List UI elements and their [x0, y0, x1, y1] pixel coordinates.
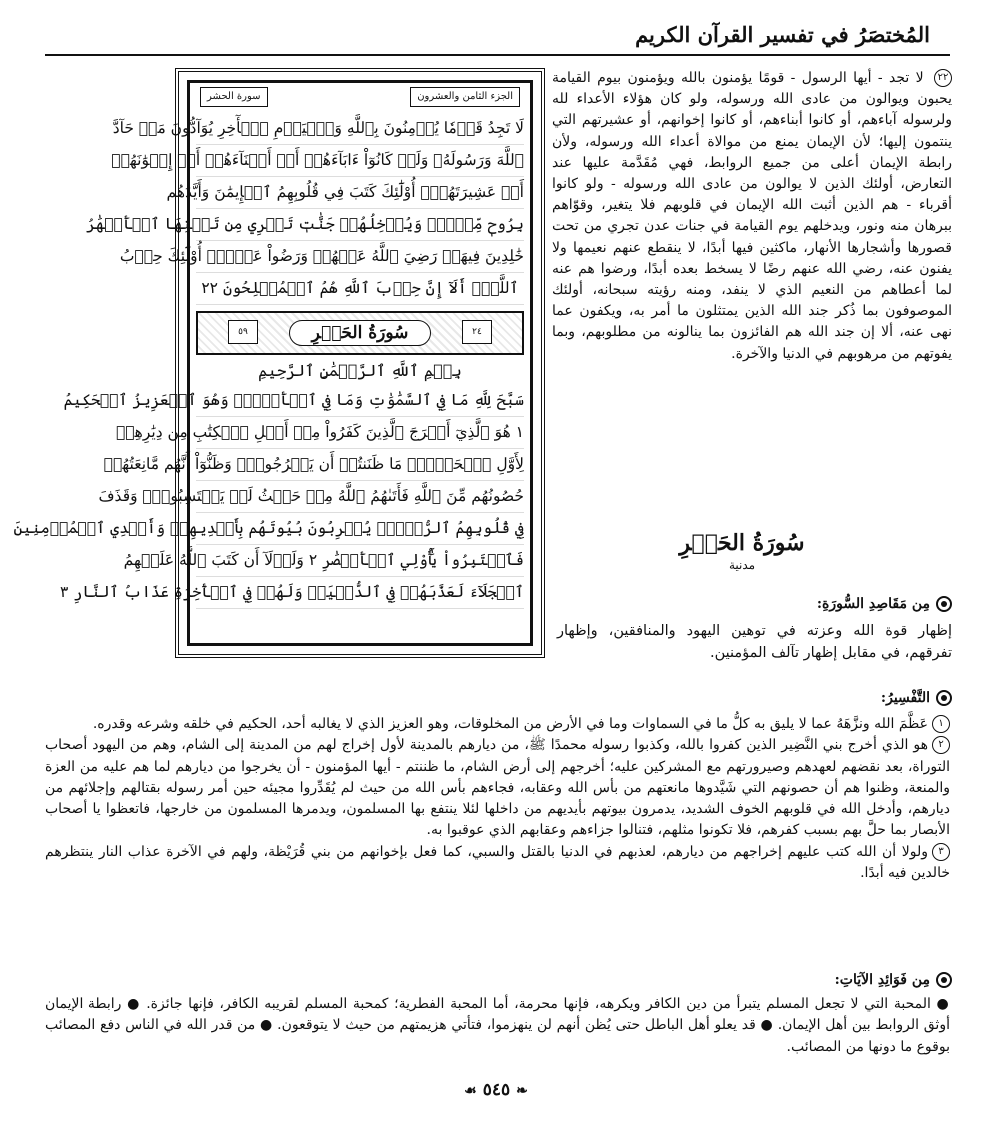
- ornament-icon: ☙: [464, 1083, 477, 1099]
- tafsir-item: [45, 714, 950, 735]
- fawaid-item: قد يعلو أهل الباطل حتى يُظن أنهم لن ينهزموا، فتأتي هزيمتهم من حيث لا يتوقعون.: [277, 1017, 756, 1034]
- quran-line: سَبَّحَ لِلَّهِ مَا فِي ٱلسَّمَٰوَٰتِ وَمَا فِي ٱلۡأَرۡضِۖ وَهُوَ ٱلۡعَزِيزُ ٱلۡحَكِيمُ: [196, 385, 524, 417]
- flower-bullet-icon: [936, 596, 952, 612]
- tafsir-label: التَّفْسِيرُ:: [880, 690, 930, 706]
- side-tafsir-paragraph: [552, 68, 952, 365]
- flower-bullet-icon: [936, 972, 952, 988]
- flower-bullet-icon: [936, 690, 952, 706]
- fawaid-block: [45, 994, 950, 1058]
- ayah-number-badge: ٢٢: [934, 69, 952, 87]
- tafsir-text: عَظَّمَ الله ونزَّهَهُ عما لا يليق به كلُّ ما في السماوات وما في الأرض من المخلوقات، وهو العزيز الذي لا يغالبه أحد، الحكيم في خلقه وشرعه وقدره.: [92, 716, 928, 732]
- banner-ayah-count: ٢٤: [462, 320, 492, 344]
- surah-intro-type: مدنية: [728, 558, 756, 572]
- tafsir-item: [45, 735, 950, 841]
- quran-line: خَٰلِدِينَ فِيهَاۚ رَضِيَ ٱللَّهُ عَنۡهُمۡ وَرَضُواْ عَنۡهُۚ أُوْلَٰٓئِكَ حِزۡبُ: [196, 241, 524, 273]
- quran-top-bar: [200, 87, 520, 109]
- banner-surah-number: ٥٩: [228, 320, 258, 344]
- page-number-text: ٥٤٥: [482, 1080, 511, 1100]
- ornament-icon: ❧: [516, 1083, 528, 1099]
- quran-frame: [13, 68, 545, 658]
- tafsir-item: [45, 842, 950, 885]
- quran-line: لِأَوَّلِ ٱلۡحَشۡرِۚ مَا ظَنَنتُمۡ أَن يَخۡرُجُواْۖ وَظَنُّوٓاْ أَنَّهُم مَّانِعَتُهُمۡ: [196, 449, 524, 481]
- maqasid-heading: [817, 596, 952, 612]
- ayah-number-badge: ٣: [932, 843, 950, 861]
- surah-intro-name: سُورَةُ الحَشۡرِ: [679, 530, 805, 556]
- ayah-number-badge: ٢: [932, 736, 950, 754]
- maqasid-text: إظهار قوة الله وعزته في توهين اليهود والمنافقين، وإظهار تفرقهم، في مقابل إظهار تآلف المؤمنين.: [557, 623, 952, 661]
- quran-line: ٱللَّهَ وَرَسُولَهُۥ وَلَوۡ كَانُوٓاْ ءَابَآءَهُمۡ أَوۡ أَبۡنَآءَهُمۡ أَوۡ إِخۡوَٰنَهُمۡ: [196, 145, 524, 177]
- fawaid-heading: [835, 972, 952, 988]
- page-number: [0, 1080, 992, 1100]
- maqasid-label: مِن مَقَاصِدِ السُّورَةِ:: [816, 596, 930, 612]
- fawaid-item: المحبة التي لا تجعل المسلم يتبرأ من دين الكافر ويكرهه، فإنها محرمة، أما المحبة الفطرية؛ كمحبة المسلم لقريبه الكافر، فإنها جائزة.: [146, 996, 931, 1012]
- side-tafsir-text: لا تجد - أيها الرسول - قومًا يؤمنون بالله ويؤمنون بيوم القيامة يحبون ويوالون من عادى الله ورسوله، ولو كان هؤلاء الأعداء لله ولرسوله آباءهم، أو كانوا أبناءهم، أو كانوا إخوانهم، أو عشيرتهم التي ينتمون إليها؛ لأن الإيمان يمنع من موالاة أعداء الله ورسوله، ولأن رابطة الإيمان أعلى من جميع الروابط، فهي مُقَدَّمة عليها عند التعارض، أولئك الذين لا يوالون من عادى الله ورسوله - ولو كانوا أقرباء - هم الذين أثبت الله الإيمان في قلوبهم فلا يتغير، وقوّاهم ببرهان منه ونور، ويدخلهم يوم القيامة في جنات عدن تجري من تحت قصورها وأشجارها الأنهار، ماكثين فيها أبدًا، لا ينقطع عنهم نعيمها ولا يفنون عنه، رضي الله عنهم رضًا لا يسخط بعده أبدًا، ورضوا هم عنه لما أعطاهم من النعيم الذي لا ينفد، ومنه رؤيته سبحانه، أولئك الموصوفون بما ذُكر جند الله الذين يمتثلون ما أمر به، ويكفون عما نهى عنه، ألا إن جند الله هم الفائزون بما ينالونه من مطلوبهم، وبما يفوتهم من مرهوبهم في الدنيا والآخرة.: [552, 70, 952, 362]
- quran-line: ٱلۡجَلَآءَ لَعَذَّبَهُمۡ فِي ٱلدُّنۡيَاۖ وَلَهُمۡ فِي ٱلۡأٓخِرَةِ عَذَابُ ٱلنَّارِ ٣: [196, 577, 524, 609]
- ayah-number-badge: ١: [932, 715, 950, 733]
- fawaid-item: من قدر الله في الناس دفع المصائب بوقوع ما دونها من المصائب.: [45, 1017, 950, 1055]
- quran-line: أَوۡ عَشِيرَتَهُمۡۚ أُوْلَٰٓئِكَ كَتَبَ فِي قُلُوبِهِمُ ٱلۡإِيمَٰنَ وَأَيَّدَهُم: [196, 177, 524, 209]
- surah-tag: سورة الحشر: [200, 87, 268, 107]
- basmala: بِسۡمِ ٱللَّهِ ٱلرَّحۡمَٰنِ ٱلرَّحِيمِ: [258, 361, 462, 380]
- page-header: [45, 22, 950, 56]
- quran-line: فِي قُلُوبِهِمُ ٱلرُّعۡبَۚ يُخۡرِبُونَ بُيُوتَهُم بِأَيۡدِيهِمۡ وَأَيۡدِي ٱلۡمُؤۡمِنِينَ: [196, 513, 524, 545]
- quran-inner-border: [13, 80, 533, 646]
- tafsir-text: هو الذي أخرج بني النَّضِير الذين كفروا بالله، وكذبوا رسوله محمدًا ﷺ، من ديارهم بالمدينة لأول إخراج لهم من المدينة إلى الشام، وهم من اليهود أصحاب التوراة، بعد نقضهم لعهدهم وصيرورتهم مع المشركين عليه؛ أخرجهم إلى أرض الشام، ما ظننتم - أيها المؤمنون - أن يخرجوا من ديارهم لما هم عليه من العزة والمنعة، وظنوا هم أن حصونهم التي شَيَّدوها مانعتهم من بأس الله وعقابه، فجاءهم بأس الله من حيث لم يُقَدِّروا مجيئه حين أمر رسوله بقتالهم وإجلائهم من ديارهم، وأدخل الله في قلوبهم الخوف الشديد، يدمرون بيوتهم بأيديهم من داخلها لئلا ينتفع بها المسلمون، ويدمرها المسلمون من خارجها، فاتعظوا يا أصحاب الأبصار بما حلَّ بهم بسبب كفرهم، فلا تكونوا مثلهم، فتنالوا جزاءهم وعقابهم الذي عوقبوا به.: [45, 737, 950, 839]
- quran-line: حُصُونُهُم مِّنَ ٱللَّهِ فَأَتَىٰهُمُ ٱللَّهُ مِنۡ حَيۡثُ لَمۡ يَحۡتَسِبُواْۖ وَقَذَفَ: [196, 481, 524, 513]
- quran-line: لَا تَجِدُ قَوۡمٗا يُؤۡمِنُونَ بِٱللَّهِ وَٱلۡيَوۡمِ ٱلۡأٓخِرِ يُوَآدُّونَ مَنۡ حَآدَّ: [196, 113, 524, 145]
- fawaid-label: مِن فَوَائِدِ الآيَاتِ:: [834, 972, 930, 988]
- fawaid-paragraph: ● المحبة التي لا تجعل المسلم يتبرأ من دين الكافر ويكرهه، فإنها محرمة، أما المحبة الفطرية؛ كمحبة المسلم لقريبه الكافر، فإنها جائزة. ● رابطة الإيمان أوثق الروابط بين أهل الإيمان. ● قد يعلو أهل الباطل حتى يُظن أنهم لن ينهزموا، فتأتي هزيمتهم من حيث لا يتوقعون. ● من قدر الله في الناس دفع المصائب بوقوع ما دونها من المصائب.: [45, 996, 950, 1055]
- quran-line: فَٱعۡتَبِرُواْ يَٰٓأُوْلِي ٱلۡأَبۡصَٰرِ ٢ وَلَوۡلَآ أَن كَتَبَ ٱللَّهُ عَلَيۡهِمُ: [196, 545, 524, 577]
- quran-line: ١ هُوَ ٱلَّذِيٓ أَخۡرَجَ ٱلَّذِينَ كَفَرُواْ مِنۡ أَهۡلِ ٱلۡكِتَٰبِ مِن دِيَٰرِهِمۡ: [196, 417, 524, 449]
- tafsir-block: [45, 714, 950, 884]
- surah-banner: [196, 311, 524, 355]
- side-tafsir: [552, 68, 952, 365]
- surah-intro: [642, 530, 842, 572]
- tafsir-text: ولولا أن الله كتب عليهم إخراجهم من ديارهم، لعذبهم في الدنيا بالقتل والسبي، كما فعل بإخوانهم من بني قُرَيْظة، ولهم في الآخرة عذاب النار ينتظرهم خالدين فيه أبدًا.: [45, 843, 950, 882]
- tafsir-heading: [881, 690, 952, 706]
- juz-tag: الجزء الثامن والعشرون: [410, 87, 520, 107]
- quran-text: [13, 113, 524, 609]
- quran-line: بِرُوحٖ مِّنۡهُۖ وَيُدۡخِلُهُمۡ جَنَّٰتٖ تَجۡرِي مِن تَحۡتِهَا ٱلۡأَنۡهَٰرُ: [196, 209, 524, 241]
- quran-line: ٱللَّهِۚ أَلَآ إِنَّ حِزۡبَ ٱللَّهِ هُمُ ٱلۡمُفۡلِحُونَ ٢٢: [196, 273, 524, 305]
- fawaid-item: رابطة الإيمان أوثق الروابط بين أهل الإيمان.: [45, 996, 950, 1034]
- surah-banner-name: سُورَةُ الحَشۡرِ: [289, 320, 432, 346]
- book-title: المُختصَرُ في تفسير القرآن الكريم: [635, 22, 930, 47]
